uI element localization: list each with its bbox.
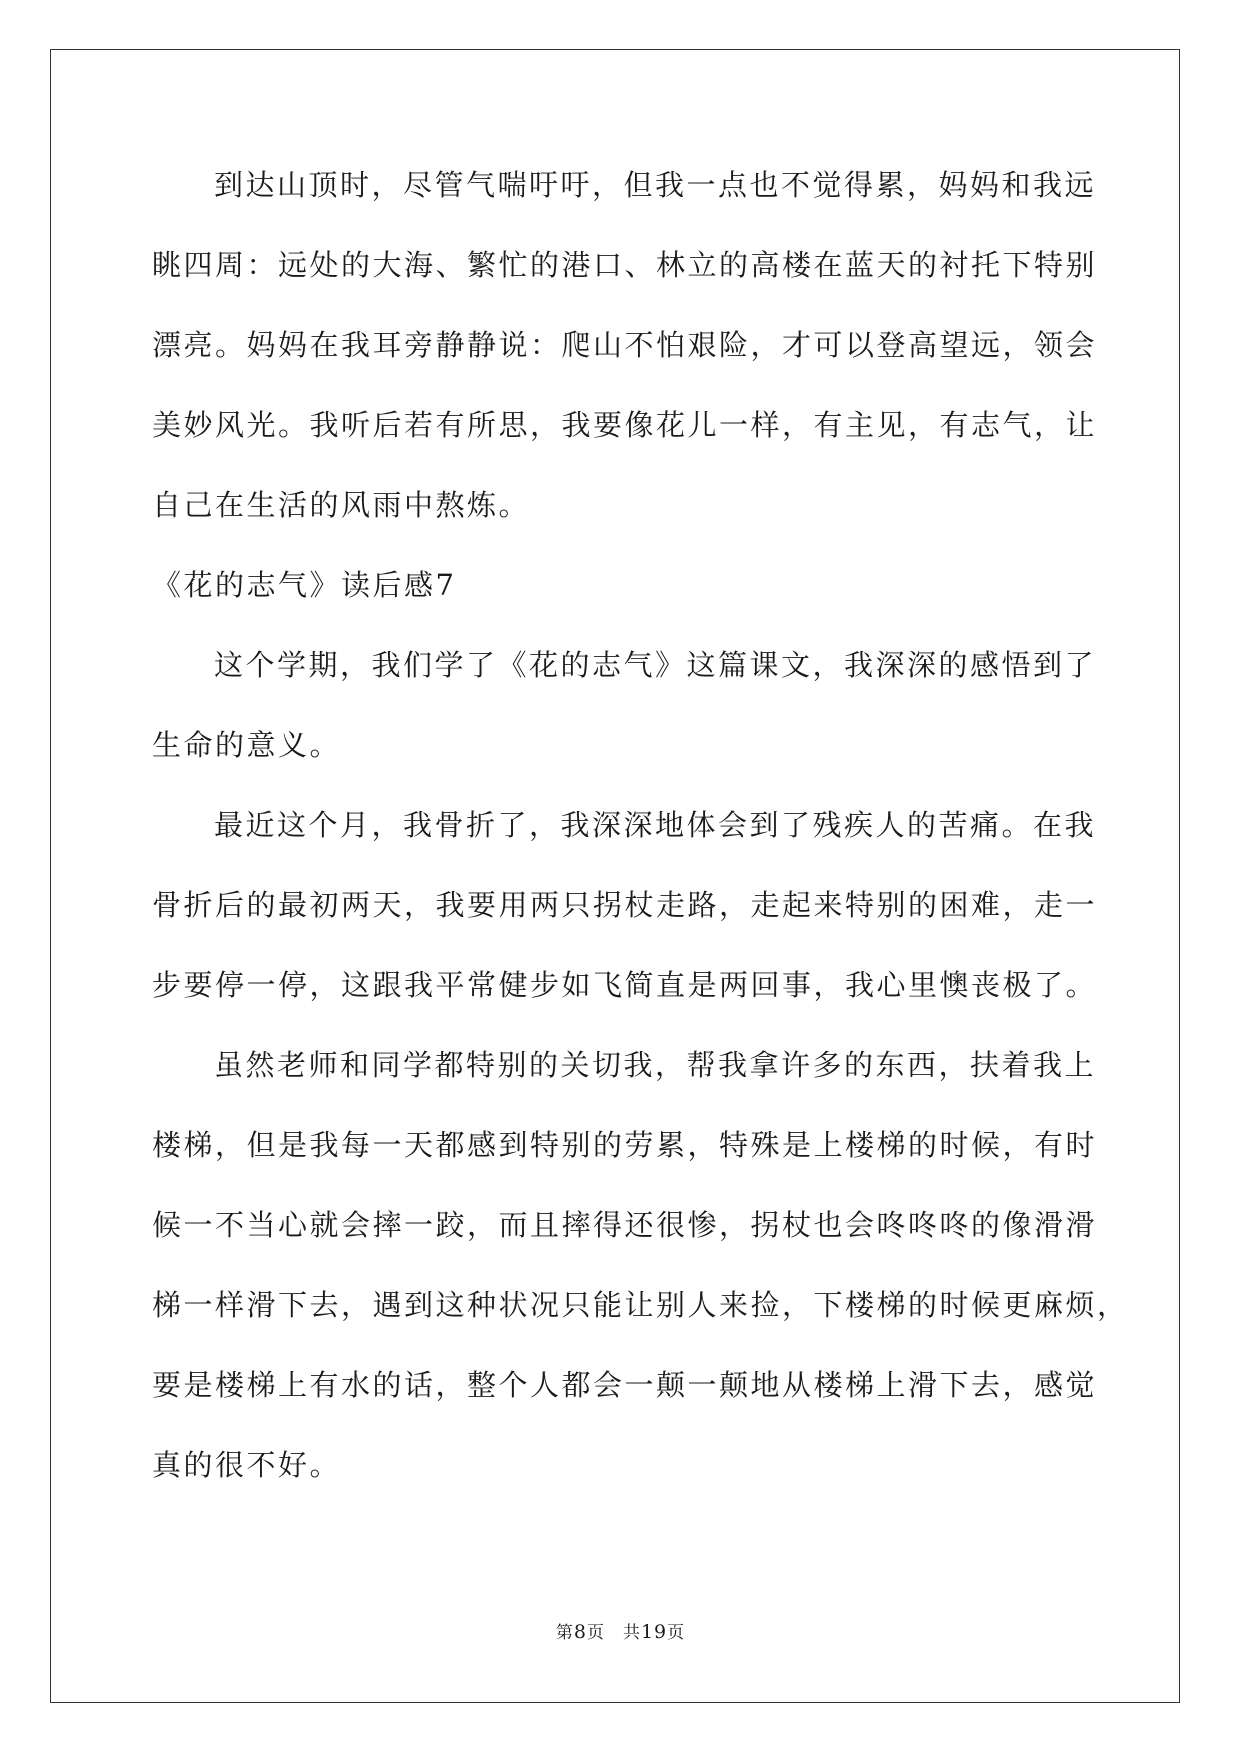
paragraph-line: 骨折后的最初两天，我要用两只拐杖走路，走起来特别的困难，走一 — [152, 888, 1098, 922]
paragraph-line: 真的很不好。 — [152, 1448, 342, 1482]
paragraph-line: 梯一样滑下去，遇到这种状况只能让别人来捡，下楼梯的时候更麻烦， — [152, 1288, 1129, 1322]
paragraph-line: 生命的意义。 — [152, 728, 342, 762]
page-footer — [0, 1618, 1241, 1643]
paragraph-line: 最近这个月，我骨折了，我深深地体会到了残疾人的苦痛。在我 — [214, 808, 1097, 842]
section-heading: 《花的志气》读后感7 — [152, 568, 457, 602]
paragraph-line: 自己在生活的风雨中熬炼。 — [152, 488, 531, 522]
paragraph-line: 候一不当心就会摔一跤，而且摔得还很惨，拐杖也会咚咚咚的像滑滑 — [152, 1208, 1098, 1242]
page-prefix: 第 — [555, 1623, 574, 1643]
paragraph-line: 楼梯，但是我每一天都感到特别的劳累，特殊是上楼梯的时候，有时 — [152, 1128, 1098, 1162]
paragraph-line: 步要停一停，这跟我平常健步如飞简直是两回事，我心里懊丧极了。 — [152, 968, 1098, 1002]
paragraph-line: 这个学期，我们学了《花的志气》这篇课文，我深深的感悟到了 — [214, 648, 1097, 682]
total-page-number: 19 — [640, 1621, 668, 1643]
page-suffix: 页 — [667, 1623, 686, 1643]
page-mid: 页 共 — [586, 1623, 641, 1643]
current-page-number: 8 — [573, 1621, 587, 1643]
paragraph-line: 虽然老师和同学都特别的关切我，帮我拿许多的东西，扶着我上 — [214, 1048, 1097, 1082]
paragraph-line: 眺四周：远处的大海、繁忙的港口、林立的高楼在蓝天的衬托下特别 — [152, 248, 1098, 282]
paragraph-line: 要是楼梯上有水的话，整个人都会一颠一颠地从楼梯上滑下去，感觉 — [152, 1368, 1098, 1402]
paragraph-line: 漂亮。妈妈在我耳旁静静说：爬山不怕艰险，才可以登高望远，领会 — [152, 328, 1098, 362]
paragraph-line: 到达山顶时，尽管气喘吁吁，但我一点也不觉得累，妈妈和我远 — [214, 168, 1097, 202]
paragraph-line: 美妙风光。我听后若有所思，我要像花儿一样，有主见，有志气，让 — [152, 408, 1098, 442]
